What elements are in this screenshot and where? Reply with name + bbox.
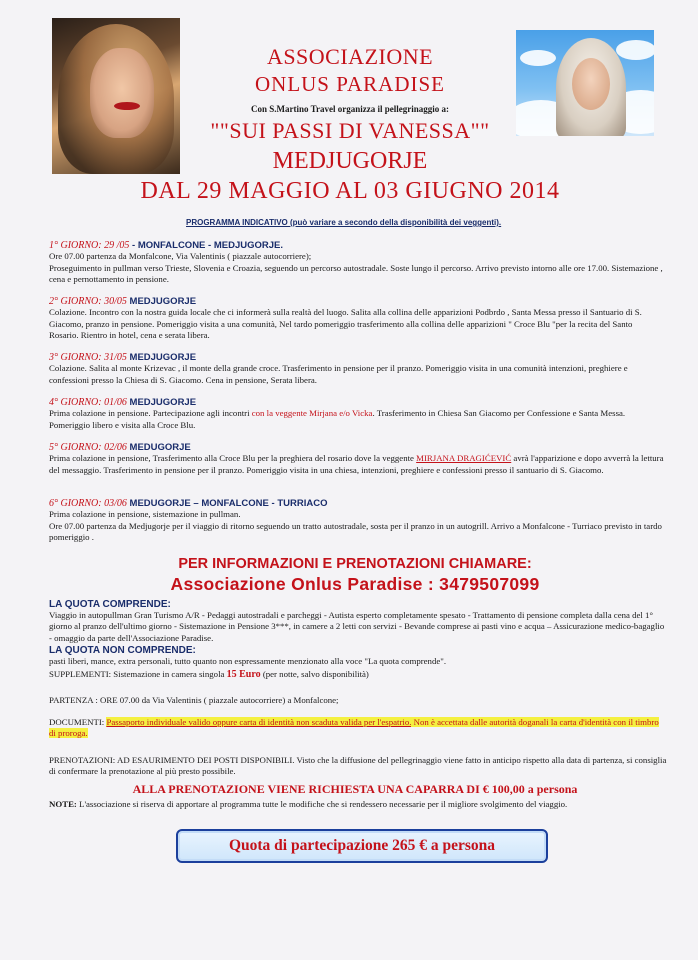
note: NOTE: L'associazione si riserva di apportare al programma tutte le modifiche che si rendessero necessarie per il migliore svolgimento del viaggio. xyxy=(49,799,568,809)
madonna-sky-photo xyxy=(516,30,654,136)
seer-name: MIRJANA DRAGIĆEVIĆ xyxy=(416,453,512,464)
day-text: Colazione. Salita al monte Krizevac , il monte della grande croce. Trasferimento in pensione per il pranzo. Pomeriggio visita in una comunità intenzioni, preghiere e confessioni presso la Chiesa di S. Giacomo. Cena in pensione, Serata libera. xyxy=(49,363,628,385)
trip-dates: DAL 29 MAGGIO AL 03 GIUGNO 2014 xyxy=(140,178,560,204)
day-text: Prima colazione in pensione. Partecipazione agli incontri con la veggente Mirjana e/o Vicka. Trasferimento in Chiesa San Giacomo per Confessione e Santa Messa. Pomeriggio libero e visita alla Croce Blu. xyxy=(49,408,626,430)
day-4 xyxy=(49,397,664,431)
day-place: - MONFALCONE - MEDJUGORJE. xyxy=(129,240,283,251)
destination-title: MEDJUGORJE xyxy=(272,148,428,174)
pilgrimage-title: ""SUI PASSI DI VANESSA"" xyxy=(210,118,490,143)
day-label: 6° GIORNO: 03/06 xyxy=(49,498,127,509)
deposit-notice: ALLA PRENOTAZIONE VIENE RICHIESTA UNA CAPARRA DI € 100,00 a persona xyxy=(132,782,578,796)
supplementi: SUPPLEMENTI: Sistemazione in camera singola 15 Euro (per notte, salvo disponibilità) xyxy=(49,669,369,680)
day-2 xyxy=(49,296,664,342)
day-place: MEDUGORJE xyxy=(126,442,191,453)
contact-phone: Associazione Onlus Paradise : 3479507099 xyxy=(170,574,540,594)
prenotazioni: PRENOTAZIONI: AD ESAURIMENTO DEI POSTI DISPONIBILI. Visto che la diffusione del pellegrinaggio viene fatto in anticipo rispetto alla data di partenza, si consiglia di confermare la prenotazione al più presto possibile. xyxy=(49,755,667,777)
day-label: 4° GIORNO: 01/06 xyxy=(49,397,127,408)
day-text: Colazione. Incontro con la nostra guida locale che ci informerà sulla realtà del luogo. Salita alla collina delle apparizioni Podbrdo , Santa Messa presso il Santuario di S. Giacomo, pranzo in pensione. Pomeriggio visita a una comunità, Nel tardo pomeriggio trasferimento alla collina delle apparizioni " Croce Blu "per la recita del Santo Rosario. Rientro in hotel, cena e serata libera. xyxy=(49,307,642,341)
day-label: 2° GIORNO: 30/05 xyxy=(49,296,127,307)
seer-names: con la veggente Mirjana e/o Vicka xyxy=(251,408,373,419)
documents-highlight: Passaporto individuale valido oppure carta di identità non scaduta valida per l'espatrio. xyxy=(106,717,412,727)
documenti: DOCUMENTI: Passaporto individuale valido oppure carta di identità non scaduta valida per l'espatrio. Non è accettata dalle autorità doganali la carta d'identità con il timbro di proroga. xyxy=(49,717,659,739)
day-text: Ore 07.00 partenza da Medjugorje per il viaggio di ritorno seguendo un tratto autostradale, sosta per il pranzo in un autogrill. Arrivo a Monfalcone - Turriaco previsto in tardo pomeriggio . xyxy=(49,520,662,543)
program-heading: PROGRAMMA INDICATIVO (può variare a secondo della disponibilità dei veggenti). xyxy=(186,218,502,227)
day-label: 3° GIORNO: 31/05 xyxy=(49,352,127,363)
info-heading: PER INFORMAZIONI E PRENOTAZIONI CHIAMARE: xyxy=(178,556,532,572)
quota-non-comprende: LA QUOTA NON COMPRENDE: pasti liberi, mance, extra personali, tutto quanto non espressamente menzionato alla voce "La quota comprende". xyxy=(49,645,447,667)
day-text: Prima colazione in pensione, sistemazione in pullman. xyxy=(49,509,241,520)
woman-portrait-photo xyxy=(52,18,180,174)
org-name-line2: ONLUS PARADISE xyxy=(254,72,445,96)
day-3 xyxy=(49,352,664,386)
day-text: Prima colazione in pensione, Trasferimento alla Croce Blu per la preghiera del rosario dove la veggente MIRJANA DRAGIĆEVIĆ avrà l'apparizione e dopo avverrà la lettura del messaggio. Trasferimento in pensione per il pranzo. Pomeriggio visita in una chiesa, intenzioni, preghiere e confessioni presso il santuario di S. Giacomo. xyxy=(49,453,664,475)
day-label: 5° GIORNO: 02/06 xyxy=(49,442,127,453)
day-place: MEDJUGORJE xyxy=(126,397,197,408)
partenza: PARTENZA : ORE 07.00 da Via Valentinis ( piazzale autocorriere) a Monfalcone; xyxy=(49,695,339,705)
day-1 xyxy=(49,240,664,286)
price-box: Quota di partecipazione 265 € a persona xyxy=(176,829,548,863)
day-place: MEDJUGORJE xyxy=(126,296,197,307)
supplement-price: 15 Euro xyxy=(226,669,261,680)
day-place: MEDJUGORJE xyxy=(126,352,197,363)
day-5 xyxy=(49,442,664,476)
day-place: MEDUGORJE – MONFALCONE - TURRIACO xyxy=(126,498,328,509)
org-name-line1: ASSOCIAZIONE xyxy=(266,44,434,69)
day-6 xyxy=(49,498,664,544)
day-text: Proseguimento in pullman verso Trieste, Slovenia e Croazia, seguendo un percorso autostradale. Soste lungo il percorso. Arrivo previsto intorno alle ore 17.00. Sistemazione , cena e pernottamento in pensione. xyxy=(49,262,663,285)
quota-comprende: LA QUOTA COMPRENDE: Viaggio in autopullman Gran Turismo A/R - Pedaggi autostradali e parcheggi - Autista esperto completamente spesato - Trattamento di pensione completa dalla cena del 1° giorno al pranzo dell'ultimo giorno - Sistemazione in Pensione 3***, in camere a 2 letti con servizi - Bevande comprese ai pasti vino e acqua – Assicurazione medico-bagaglio - omaggio da parte dell'Associazione Paradise. xyxy=(49,599,665,643)
day-label: 1° GIORNO: 29 /05 xyxy=(49,240,130,251)
day-text: Ore 07.00 partenza da Monfalcone, Via Valentinis ( piazzale autocorriere); xyxy=(49,251,312,262)
organizer-subtitle: Con S.Martino Travel organizza il pellegrinaggio a: xyxy=(251,104,449,114)
